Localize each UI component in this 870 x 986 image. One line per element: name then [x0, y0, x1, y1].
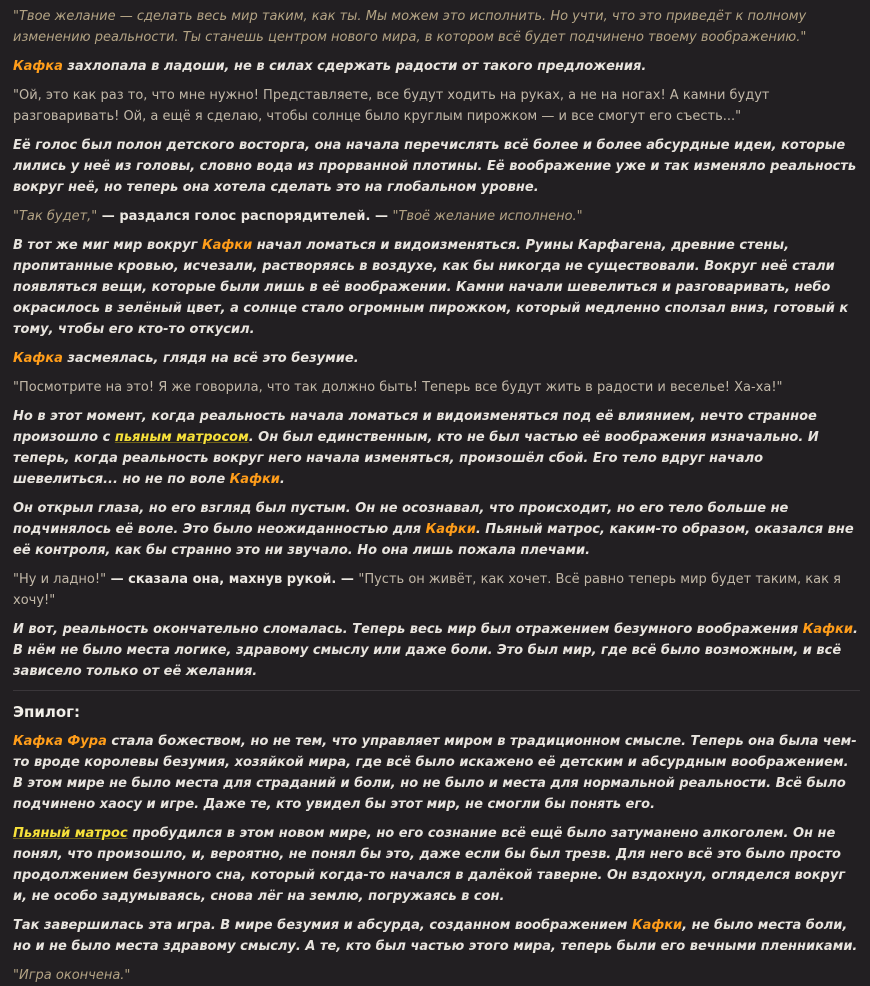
dialogue-paragraph-kafka-ideas	[13, 85, 860, 127]
narration-paragraph-sailor-wakes	[13, 823, 860, 907]
narration-paragraph-goddess	[13, 731, 860, 815]
narration-paragraph-game-ended	[13, 915, 860, 957]
narration-text: . Пьяный матрос, каким-то образом, оказался вне её контроля, как бы странно это ни звучало. Но она лишь пожала плечами.	[13, 522, 854, 558]
dialogue-text: "Посмотрите на это! Я же говорила, что так должно быть! Теперь все будут жить в радости и веселье! Ха-ха!"	[13, 380, 783, 395]
character-name-kafka: Кафки	[425, 522, 476, 537]
narration-text: . Он был единственным, кто не был частью её воображения изначально. И теперь, когда реальность вокруг него начала изменяться, произошёл сбой. Его тело вдруг начало шевелиться... но не по воле	[13, 430, 819, 487]
dialogue-text: "Ой, это как раз то, что мне нужно! Представляете, все будут ходить на руках, а не на ногах! А камни будут разговаривать! Ой, а ещё я сделаю, чтобы солнце было круглым пирожком — и все смогут его съесть..."	[13, 88, 770, 124]
narration-text: стала божеством, но не тем, что управляет миром в традиционном смысле. Теперь она была чем-то вроде королевы безумия, хозяйкой мира, где всё было искажено её детским и абсурдным воображением. В этом мире не было места для страданий и боли, но не было и места для нормальной реальности. Всё было подчинено хаосу и игре. Даже те, кто увидел бы этот мир, не смогли бы понять его.	[13, 734, 857, 812]
narration-text: пробудился в этом новом мире, но его сознание всё ещё было затуманено алкоголем. Он не понял, что произошло, и, вероятно, не понял бы это, даже если бы был трезв. Для него всё это было просто продолжением безумного сна, который когда-то начался в далёкой таверне. Он вздохнул, огляделся вокруг и, не особо задумываясь, снова лёг на землю, погружаясь в сон.	[13, 826, 846, 904]
character-name-drunk-sailor: Пьяный матрос	[13, 826, 128, 841]
character-name-kafka: Кафка	[13, 59, 63, 74]
section-divider	[13, 690, 860, 691]
narration-text: .	[279, 472, 285, 487]
dialogue-quote: "Ну и ладно!"	[13, 572, 107, 587]
narration-text: Но в этот момент, когда реальность начала ломаться и видоизменяться под её влиянием, нечто странное произошло с	[13, 409, 817, 445]
dialogue-paragraph-so-be-it	[13, 206, 860, 227]
narration-text: засмеялась, глядя на всё это безумие.	[62, 351, 359, 366]
narration-paragraph-eyes-open	[13, 498, 860, 561]
dialogue-quote: "Так будет,"	[13, 209, 98, 224]
narration-text: — сказала она, махнув рукой. —	[106, 572, 359, 587]
dialogue-text: "Твое желание — сделать весь мир таким, как ты. Мы можем это исполнить. Но учти, что это приведёт к полному изменению реальности. Ты станешь центром нового мира, в котором всё будет подчинено твоему воображению."	[13, 9, 807, 45]
narration-text: Он открыл глаза, но его взгляд был пустым. Он не осознавал, что происходит, но его тело больше не подчинялось её воле. Это было неожиданностью для	[13, 501, 789, 537]
character-name-drunk-sailor: пьяным матросом	[114, 430, 249, 445]
narration-text: начал ломаться и видоизменяться. Руины Карфагена, древние стены, пропитанные кровью, исчезали, растворяясь в воздухе, как бы никогда не существовали. Вокруг неё стали появляться вещи, которые были лишь в её воображении. Камни начали шевелиться и разговаривать, небо окрасилось в зелёный цвет, а солнце стало огромным пирожком, который медленно сползал вниз, готовый к тому, чтобы его кто-то откусил.	[13, 238, 849, 337]
narration-text: В тот же миг мир вокруг	[13, 238, 202, 253]
dialogue-text: "Игра окончена."	[13, 968, 131, 983]
narration-paragraph-clap	[13, 56, 860, 77]
narration-text: Её голос был полон детского восторга, она начала перечислять всё более и более абсурдные идеи, которые лились у неё из головы, словно вода из прорванной плотины. Её воображение уже и так изменяло реальность вокруг неё, но теперь она хотела сделать это на глобальном уровне.	[13, 138, 857, 195]
narration-text: захлопала в ладоши, не в силах сдержать радости от такого предложения.	[62, 59, 647, 74]
narration-text: , не было места боли, но и не было места здравому смыслу. А те, кто был частью этого мира, теперь были его вечными пленниками.	[13, 918, 858, 954]
narration-paragraph-world-breaks	[13, 235, 860, 340]
dialogue-paragraph-look	[13, 377, 860, 398]
character-name-kafka-fura: Кафка Фура	[13, 734, 107, 749]
narration-paragraph-reality-broke	[13, 619, 860, 682]
narration-paragraph-voice	[13, 135, 860, 198]
character-name-kafka: Кафки	[802, 622, 853, 637]
narration-text: И вот, реальность окончательно сломалась. Теперь весь мир был отражением безумного воображения	[13, 622, 803, 637]
dialogue-quote: "Пусть он живёт, как хочет. Всё равно теперь мир будет таким, как я хочу!"	[13, 572, 841, 608]
epilogue-heading: Эпилог:	[13, 703, 81, 721]
narration-text: . В нём не было места логике, здравому смыслу или даже боли. Это был мир, где всё было возможным, и всё зависело только от её желания.	[13, 622, 858, 679]
dialogue-paragraph-whatever	[13, 569, 860, 611]
narration-paragraph-sailor-glitch	[13, 406, 860, 490]
character-name-kafka: Кафки	[631, 918, 683, 933]
character-name-kafka: Кафка	[13, 351, 63, 366]
dialogue-paragraph-wish	[13, 6, 860, 48]
dialogue-paragraph-game-over	[13, 965, 860, 986]
narration-text: — раздался голос распорядителей. —	[97, 209, 393, 224]
narration-paragraph-laugh	[13, 348, 860, 369]
character-name-kafka: Кафки	[229, 472, 280, 487]
narration-text: Так завершилась эта игра. В мире безумия и абсурда, созданном воображением	[13, 918, 632, 933]
dialogue-quote: "Твоё желание исполнено."	[392, 209, 583, 224]
character-name-kafka: Кафки	[201, 238, 253, 253]
